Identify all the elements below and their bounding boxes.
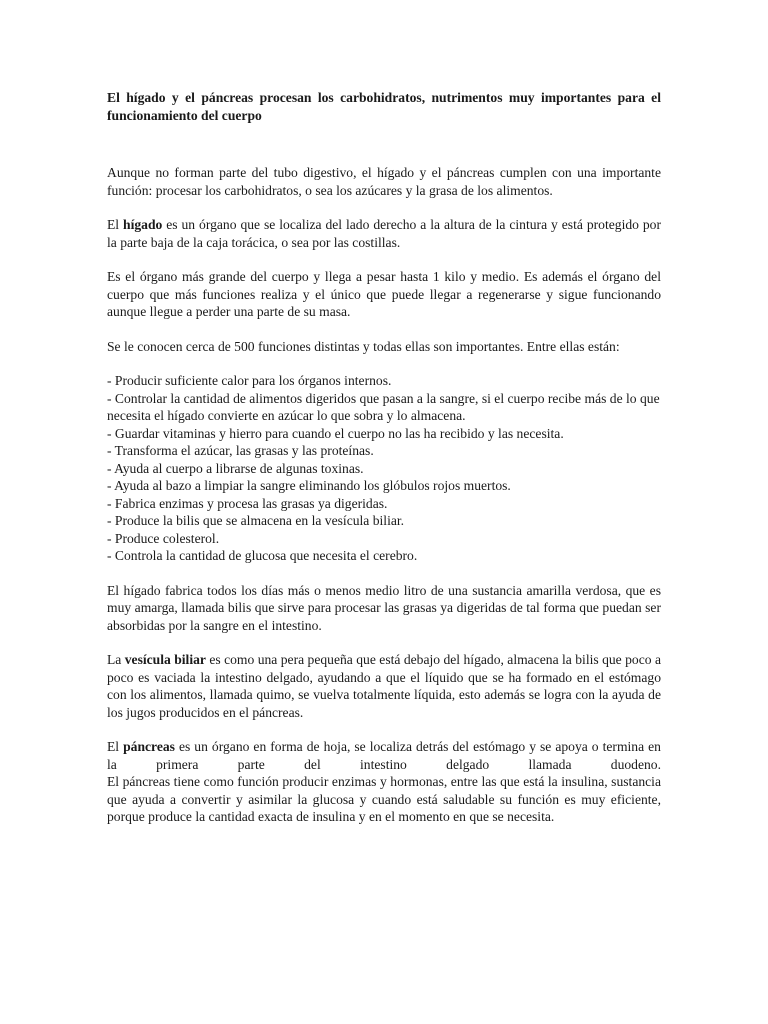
list-item: - Controlar la cantidad de alimentos digeridos que pasan a la sangre, si el cuerpo recibe más de lo que necesita el hígado convierte en azúcar lo que sobra y lo almacena. — [107, 390, 660, 423]
pancreas-continuation: El páncreas tiene como función producir enzimas y hormonas, entre las que está la insulina, sustancia que ayuda a convertir y asimilar la glucosa y cuando está saludable su función es muy eficiente, porque produce la cantidad exacta de insulina y en el momento en que se necesita. — [107, 774, 661, 824]
list-item: - Produce colesterol. — [107, 530, 220, 546]
higado-paragraph — [107, 216, 661, 251]
pancreas-paragraph — [107, 738, 661, 773]
higado-functions-intro: Se le conocen cerca de 500 funciones distintas y todas ellas son importantes. Entre ellas están: — [107, 338, 620, 354]
document-page — [107, 89, 661, 843]
vesicula-prefix: La — [107, 652, 125, 667]
higado-prefix: El — [107, 217, 124, 232]
list-item: - Transforma el azúcar, las grasas y las proteínas. — [107, 443, 374, 458]
list-item: - Produce la bilis que se almacena en la vesícula biliar. — [107, 513, 405, 528]
list-item: - Guardar vitaminas y hierro para cuando el cuerpo no las ha recibido y las necesita. — [107, 425, 564, 441]
document-title: El hígado y el páncreas procesan los carbohidratos, nutrimentos muy importantes para el funcionamiento del cuerpo — [107, 90, 661, 123]
intro-paragraph: Aunque no forman parte del tubo digestivo, el hígado y el páncreas cumplen con una importante función: procesar los carbohidratos, o sea los azúcares y la grasa de los alimentos. — [107, 165, 661, 198]
higado-text: es un órgano que se localiza del lado derecho a la altura de la cintura y está protegido por la parte baja de la caja torácica, o sea por las costillas. — [107, 217, 661, 250]
higado-term: hígado — [123, 217, 163, 232]
pancreas-prefix: El — [107, 739, 124, 754]
pancreas-text: es un órgano en forma de hoja, se localiza detrás del estómago y se apoya o termina en la primera parte del intestino delgado llamada duodeno. — [107, 739, 661, 772]
vesicula-paragraph — [107, 651, 661, 721]
pancreas-term: páncreas — [123, 739, 175, 754]
list-item: - Fabrica enzimas y procesa las grasas ya digeridas. — [107, 495, 388, 511]
higado-size-paragraph: Es el órgano más grande del cuerpo y llega a pesar hasta 1 kilo y medio. Es además el órgano del cuerpo que más funciones realiza y el único que puede llegar a regenerarse y sigue funcionando aunque llegue a perder una parte de su masa. — [107, 269, 661, 319]
list-item: - Ayuda al bazo a limpiar la sangre eliminando los glóbulos rojos muertos. — [107, 478, 511, 493]
list-item: - Producir suficiente calor para los órganos internos. — [107, 373, 392, 388]
vesicula-text: es como una pera pequeña que está debajo del hígado, almacena la bilis que poco a poco es vaciada la intestino delgado, ayudando a que el líquido que se ha formado en el estómago con los alimentos, llamada quimo, se vuelva totalmente líquida, esto además se logra con la ayuda de los jugos producidos en el páncreas. — [107, 652, 661, 720]
list-item: - Controla la cantidad de glucosa que necesita el cerebro. — [107, 548, 418, 563]
vesicula-term: vesícula biliar — [124, 652, 206, 667]
list-item: - Ayuda al cuerpo a librarse de algunas toxinas. — [107, 460, 364, 476]
bilis-paragraph: El hígado fabrica todos los días más o menos medio litro de una sustancia amarilla verdosa, que es muy amarga, llamada bilis que sirve para procesar las grasas ya digeridas de tal forma que puedan ser absorbidas por la sangre en el intestino. — [107, 582, 661, 633]
functions-list — [107, 372, 661, 565]
